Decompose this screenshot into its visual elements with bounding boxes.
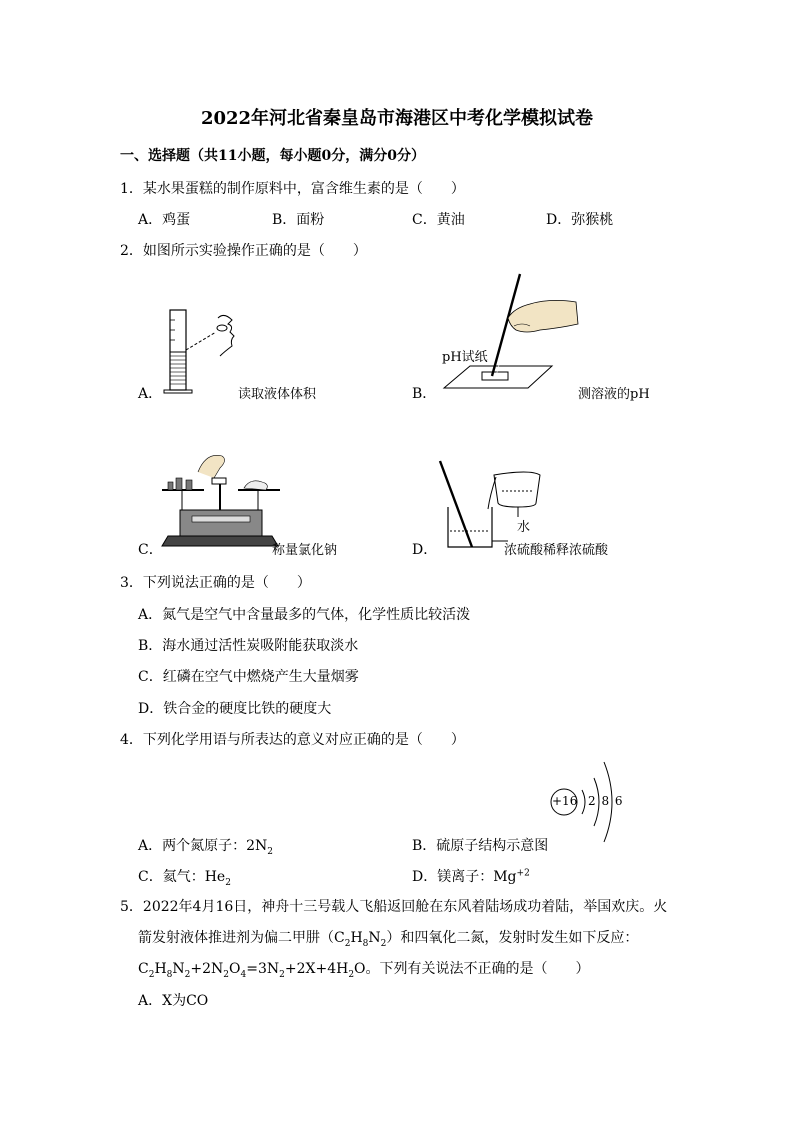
- q2-option-d-caption: 浓硫酸稀释浓硫酸: [504, 543, 609, 558]
- q1-option-b[interactable]: B．面粉: [272, 212, 325, 228]
- q1-option-a[interactable]: A．鸡蛋: [138, 212, 191, 228]
- q5-option-a[interactable]: A．X为CO: [138, 993, 209, 1009]
- q4-option-b[interactable]: B．硫原子结构示意图: [412, 838, 549, 854]
- graduated-cylinder-figure: [160, 300, 250, 400]
- q4-option-a[interactable]: [138, 835, 273, 857]
- q3-option-c[interactable]: C．红磷在空气中燃烧产生大量烟雾: [138, 669, 359, 685]
- q2-option-c-caption: 称量氯化钠: [272, 543, 338, 558]
- q4-option-c-sub: 2: [225, 877, 231, 888]
- q2-option-b-caption: 测溶液的pH: [578, 387, 650, 402]
- q3-option-d[interactable]: D．铁合金的硬度比铁的硬度大: [138, 701, 332, 717]
- q2-option-a-caption: 读取液体体积: [238, 387, 317, 402]
- ph-test-figure: [430, 268, 590, 398]
- question-2-stem: 2．如图所示实验操作正确的是（ ）: [120, 243, 367, 259]
- q4-option-a-sub: 2: [267, 846, 274, 857]
- q4-option-a-text: A．两个氮原子：2N: [138, 838, 268, 854]
- question-5-equation: $C_2H_8N_2+2N_2O_4=3N_2+2X+4H_2O$。下列有关说法不正确的是（ ）: [138, 961, 590, 980]
- q2-option-a-label[interactable]: A．: [138, 386, 163, 402]
- q4-option-c-text: C．氦气：He: [138, 869, 226, 885]
- page-title: 2022年河北省秦皇岛市海港区中考化学模拟试卷: [200, 108, 594, 129]
- q4-option-d-text: D．镁离子：Mg: [412, 869, 517, 885]
- q4-option-c[interactable]: [138, 866, 231, 888]
- q4-option-d[interactable]: [412, 866, 530, 886]
- q3-option-a[interactable]: A．氮气是空气中含量最多的气体，化学性质比较活泼: [138, 607, 471, 623]
- question-5-line-2: 箭发射液体推进剂为偏二甲肼$(C_2H_8N_2)$和四氧化二氮，发射时发生如下反应：: [138, 930, 639, 949]
- balance-scale-figure: [158, 450, 283, 552]
- q4-option-d-sup: +2: [516, 868, 530, 879]
- atom-shells-label: 2 8 6: [588, 794, 624, 808]
- atom-nucleus-label: +16: [552, 794, 578, 808]
- q2-option-b-label[interactable]: B．: [412, 386, 437, 402]
- ph-paper-label: pH试纸: [442, 350, 488, 365]
- question-1-stem: 1．某水果蛋糕的制作原料中，富含维生素的是（ ）: [120, 181, 465, 197]
- question-5-line-1: 5．2022年4月16日，神舟十三号载人飞船返回舱在东风着陆场成功着陆，举国欢庆。火: [120, 899, 668, 915]
- question-3-stem: 3．下列说法正确的是（ ）: [120, 575, 311, 591]
- question-4-stem: 4．下列化学用语与所表达的意义对应正确的是（ ）: [120, 732, 465, 748]
- q1-option-c[interactable]: C．黄油: [412, 212, 465, 228]
- section-heading: 一、选择题（共11小题，每小题0分，满分0分）: [120, 148, 425, 164]
- q2-option-c-label[interactable]: C．: [138, 542, 163, 558]
- water-label: 水: [517, 520, 531, 535]
- q3-option-b[interactable]: B．海水通过活性炭吸附能获取淡水: [138, 638, 359, 654]
- q2-option-d-label[interactable]: D．: [412, 542, 438, 558]
- q1-option-d[interactable]: D．弥猴桃: [546, 212, 614, 228]
